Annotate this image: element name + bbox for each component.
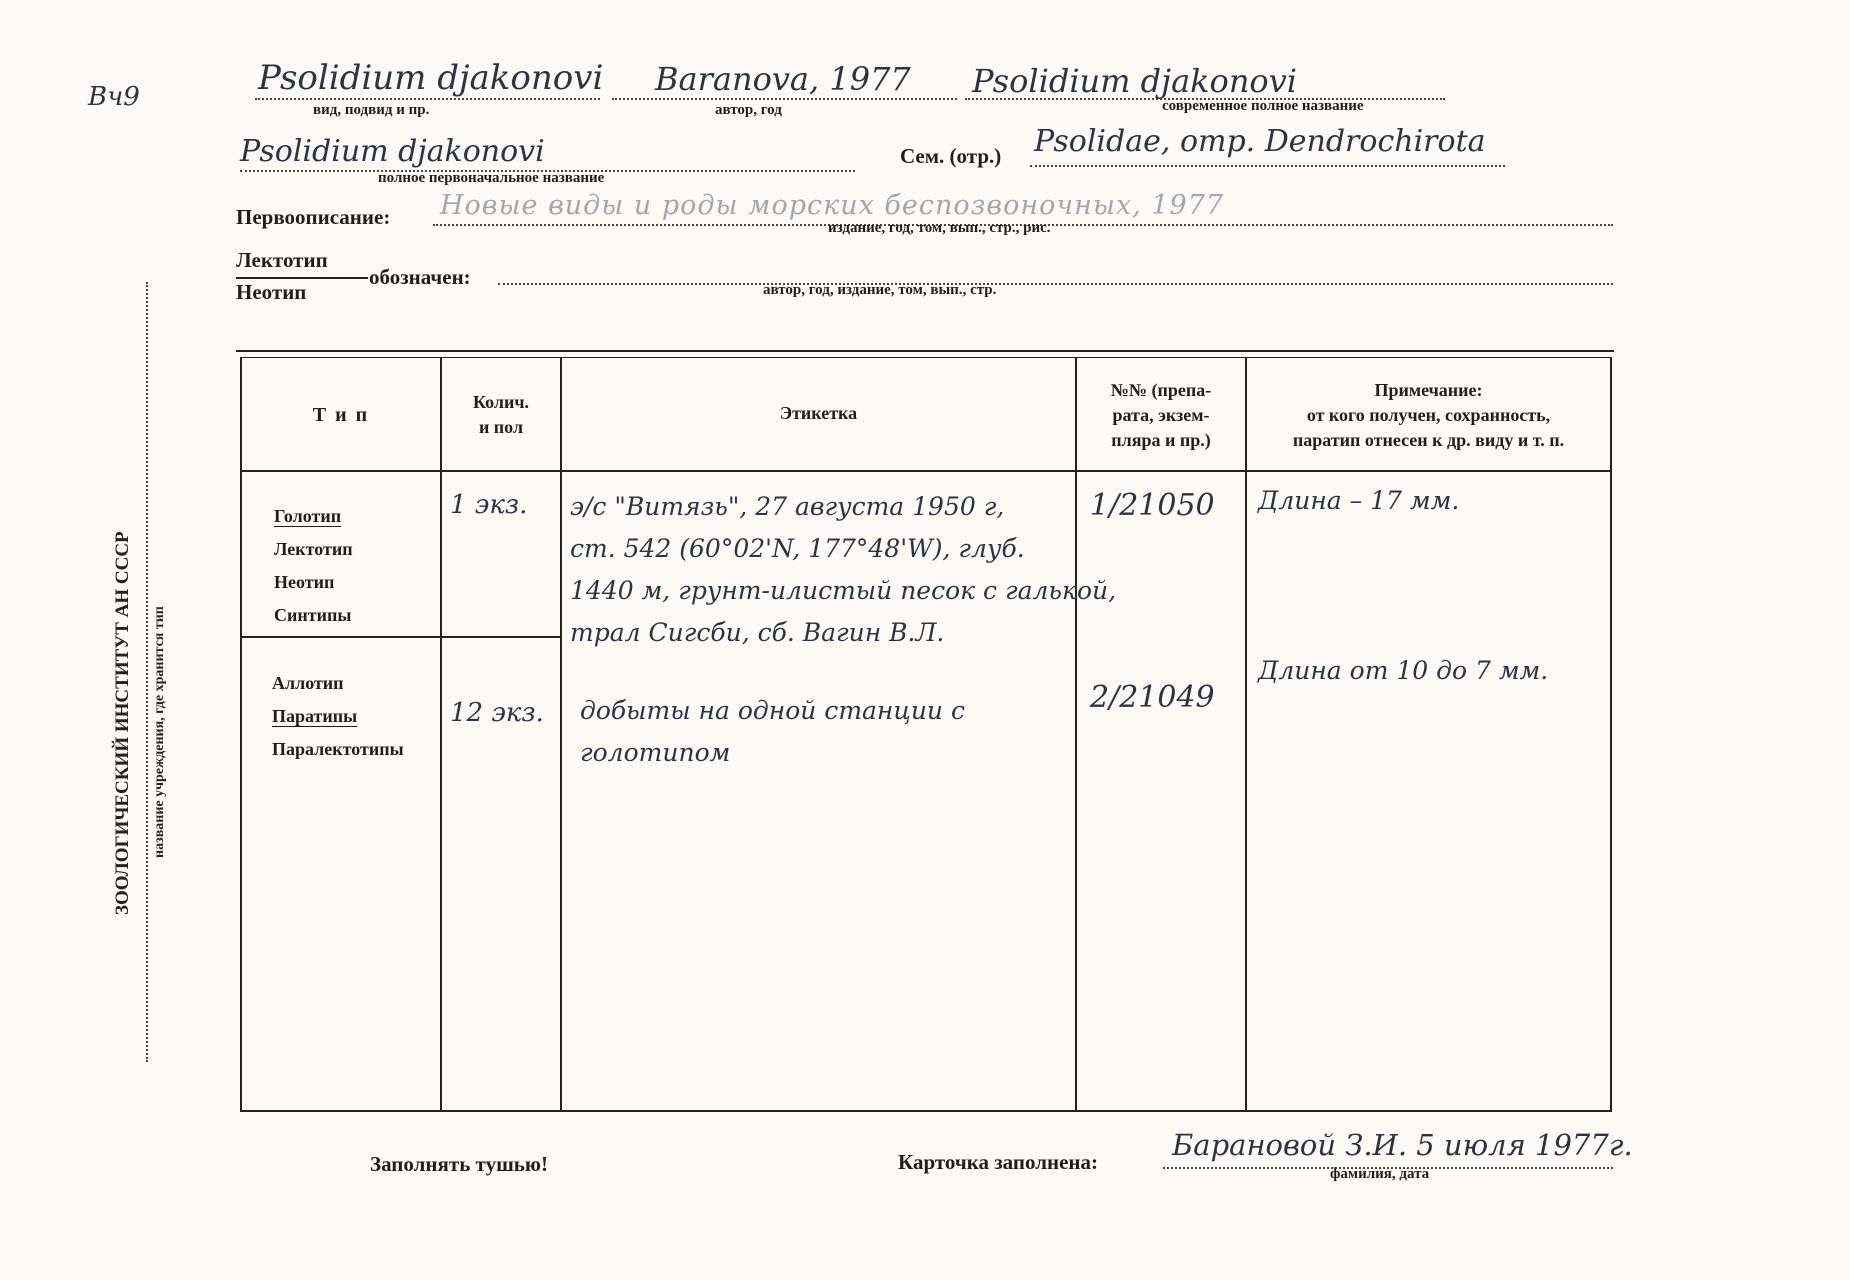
row1-label-line4: трал Сигсби, сб. Вагин В.Л. <box>570 618 945 647</box>
description-caption: издание, год, том, вып., стр., рис. <box>828 220 1051 236</box>
modern-caption: современное полное название <box>1162 98 1364 114</box>
header-label: Этикетка <box>779 403 858 423</box>
header-note-line2: от кого получен, сохранность, <box>1306 405 1551 425</box>
type-holotype: Голотип <box>274 506 342 526</box>
header-count-line2: и пол <box>478 417 524 437</box>
row2-number: 2/21049 <box>1090 680 1215 715</box>
filled-by-label: Карточка заполнена: <box>898 1150 1099 1174</box>
description-value: Новые виды и роды морских беспозвоночных, 1977 <box>440 190 1225 221</box>
original-name: Psolidium djakonovi <box>240 134 545 169</box>
row1-number: 1/21050 <box>1090 488 1215 523</box>
lectotype-label: Лектотип <box>236 248 328 272</box>
family-value: Psolidae, отр. Dendrochirota <box>1034 124 1486 159</box>
row1-label-line1: э/с "Витязь", 27 августа 1950 г, <box>570 492 1005 521</box>
corner-note: Вч9 <box>88 82 140 112</box>
type-paratypes: Паратипы <box>272 706 358 726</box>
row2-note: Длина от 10 до 7 мм. <box>1258 656 1549 685</box>
header-note-line1: Примечание: <box>1374 380 1483 400</box>
row2-label-line2: голотипом <box>580 738 731 767</box>
row2-label-line1: добыты на одной станции с <box>580 696 965 725</box>
row2-count: 12 экз. <box>450 698 544 728</box>
row1-count: 1 экз. <box>450 490 528 520</box>
filled-by-caption: фамилия, дата <box>1330 1166 1430 1182</box>
species-caption: вид, подвид и пр. <box>313 102 430 118</box>
neotype-label: Неотип <box>236 280 307 304</box>
author-caption: автор, год <box>715 102 782 118</box>
type-allotype: Аллотип <box>272 673 344 693</box>
header-count-line1: Колич. <box>472 392 530 412</box>
type-lectotype: Лектотип <box>274 539 353 559</box>
family-label: Сем. (отр.) <box>900 144 1002 168</box>
filled-by-value: Барановой З.И. 5 июля 1977г. <box>1172 1128 1633 1162</box>
header-type: Т и п <box>312 404 370 426</box>
header-note-line3: паратип отнесен к др. виду и т. п. <box>1292 430 1565 450</box>
side-caption: название учреждения, где хранится тип <box>152 606 167 858</box>
description-label: Первоописание: <box>236 205 391 229</box>
type-neotype: Неотип <box>274 572 335 592</box>
type-paralectotypes: Паралектотипы <box>272 739 404 759</box>
side-institution: ЗООЛОГИЧЕСКИЙ ИНСТИТУТ АН СССР <box>112 531 133 915</box>
designated-label: обозначен: <box>369 265 471 289</box>
designated-caption: автор, год, издание, том, вып., стр. <box>763 282 997 298</box>
modern-name: Psolidium djakonovi <box>972 62 1297 100</box>
original-caption: полное первоначальное название <box>378 170 605 186</box>
row1-label-line3: 1440 м, грунт-илистый песок с галькой, <box>570 576 1117 605</box>
author-year: Baranova, 1977 <box>655 60 911 98</box>
header-number-line3: пляра и пр.) <box>1111 430 1211 450</box>
header-number-line2: рата, экзем- <box>1112 405 1210 425</box>
species-name: Psolidium djakonovi <box>258 58 604 98</box>
row1-note: Длина – 17 мм. <box>1258 486 1460 515</box>
header-number-line1: №№ (препа- <box>1110 380 1212 400</box>
fill-ink-note: Заполнять тушью! <box>370 1152 548 1176</box>
type-syntypes: Синтипы <box>274 605 352 625</box>
row1-label-line2: ст. 542 (60°02'N, 177°48'W), глуб. <box>570 534 1025 563</box>
